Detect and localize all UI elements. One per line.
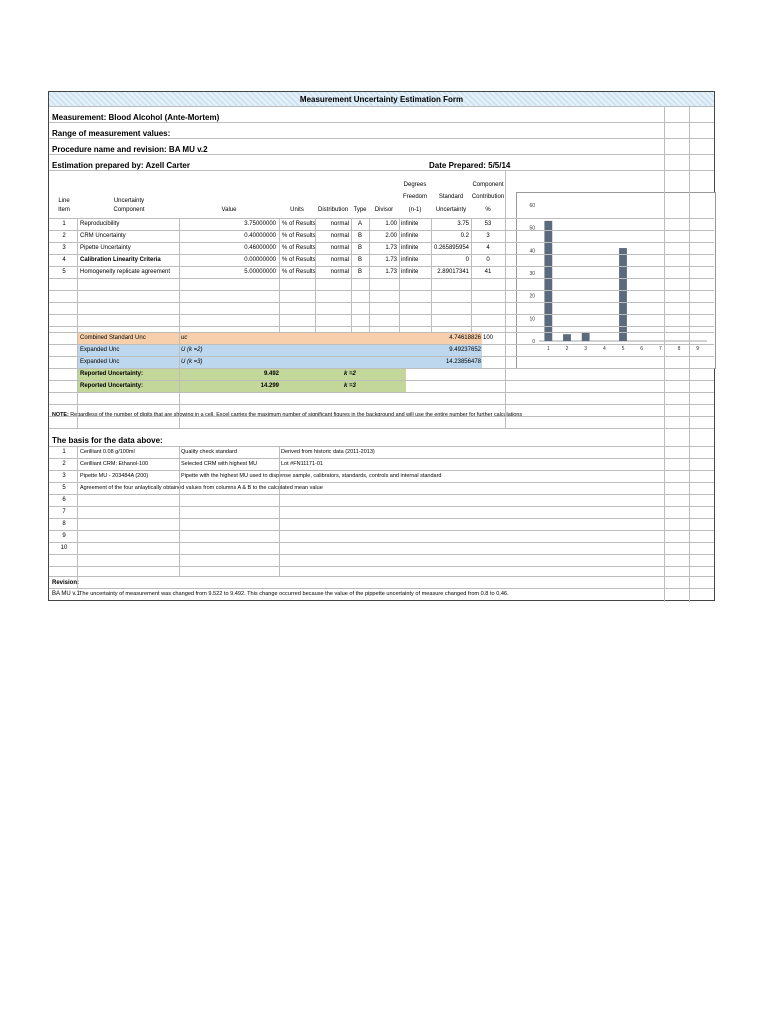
col-dof-1: Degrees — [403, 182, 427, 188]
row-2-value: 0.40000000 — [244, 233, 276, 239]
grid-row-line — [49, 554, 714, 555]
reported2-label: Reported Uncertainty: — [80, 383, 144, 389]
reported1-label: Reported Uncertainty: — [80, 371, 144, 377]
grid-row-line — [49, 154, 714, 155]
reported1-k: k =2 — [344, 371, 356, 377]
row-2-contrib: 3 — [486, 233, 490, 239]
row-1-line: 1 — [62, 221, 66, 227]
grid-row-line — [49, 122, 714, 123]
expanded2-symbol: U (k =3) — [181, 359, 203, 365]
row-3-component: Pipette Uncertainty — [80, 245, 131, 251]
bar-2 — [563, 334, 571, 341]
grid-row-line — [49, 332, 714, 333]
col-distribution: Distribution — [317, 207, 348, 213]
row-3-line: 3 — [62, 245, 66, 251]
grid-row-line — [49, 218, 714, 219]
grid-row-line — [49, 482, 714, 483]
row-1-std: 3.75 — [457, 221, 469, 227]
date-prepared: Date Prepared: 5/5/14 — [429, 161, 511, 170]
grid-row-line — [49, 368, 714, 369]
grid-row-line — [49, 588, 714, 589]
col-dof-2: Freedom — [402, 194, 427, 200]
grid-row-line — [49, 392, 714, 393]
expanded1-label: Expanded Unc — [80, 347, 120, 353]
grid-row-line — [49, 344, 714, 345]
expanded1-symbol: U (k =2) — [181, 347, 203, 353]
col-contrib-2: Contribution — [471, 194, 505, 200]
y-tick-label: 10 — [529, 316, 535, 323]
y-tick-label: 60 — [529, 203, 535, 209]
grid-row-line — [49, 428, 714, 429]
basis-5-n: 6 — [62, 497, 66, 503]
procedure-label: Procedure name and revision: BA MU v.2 — [52, 145, 208, 154]
col-value: Value — [221, 207, 237, 213]
contribution-chart-svg — [517, 193, 715, 368]
grid-row-line — [49, 356, 714, 357]
grid-row-line — [49, 404, 714, 405]
grid-row-line — [49, 416, 714, 417]
basis-2-c: Lot #FN11171-01 — [281, 461, 323, 467]
bar-3 — [582, 332, 590, 341]
reported2-value: 14.299 — [260, 383, 279, 389]
row-3-std: 0.265895954 — [433, 245, 469, 251]
basis-3-b: Pipette with the highest MU used to dispense sample, calibrators, standards, controls and internal standard — [181, 473, 442, 479]
grid-row-line — [49, 576, 714, 577]
revision-label: Revision: — [52, 580, 80, 586]
row-3-units: % of Results — [282, 245, 316, 251]
expanded1-value: 9.49237652 — [449, 347, 481, 353]
grid-row-line — [49, 278, 714, 279]
col-contrib-3: % — [485, 207, 491, 213]
grid-col-line — [77, 446, 78, 588]
col-contrib-1: Component — [472, 182, 504, 188]
note-text: Regardless of the number of digits that are showing in a cell, Excel carries the maximum number of significant figures in the background and will use the entire number for further calculations — [70, 412, 523, 418]
row-5-dof: infinite — [401, 269, 419, 275]
grid-row-line — [49, 380, 714, 381]
x-tick-label: 6 — [640, 346, 644, 352]
row-2-units: % of Results — [282, 233, 316, 239]
basis-4-a: Agreement of the four anlaytically obtained values from columns A & B to the calculated mean value — [80, 485, 323, 491]
bar-5 — [619, 248, 627, 341]
row-3-type: B — [357, 245, 362, 251]
combined-total: 100 — [482, 335, 493, 341]
grid-row-line — [49, 458, 714, 459]
grid-row-line — [49, 470, 714, 471]
row-2-type: B — [357, 233, 362, 239]
x-tick-label: 2 — [565, 346, 569, 352]
revision-text: The uncertainty of measurement was changed from 9.522 to 9.492. This change occurred because the value of the pippette uncertainty of measure changed from 0.8 to 0.46. — [79, 591, 509, 597]
x-tick-label: 1 — [546, 346, 550, 352]
grid-col-line — [369, 218, 370, 332]
row-5-contrib: 41 — [484, 269, 492, 275]
row-2-distribution: normal — [330, 233, 349, 239]
row-4-dof: infinite — [401, 257, 419, 263]
basis-2-b: Selected CRM with highest MU — [181, 461, 258, 467]
combined-symbol: uc — [181, 335, 188, 341]
row-5-component: Homogeneity replicate agreement — [80, 269, 171, 275]
grid-row-line — [49, 506, 714, 507]
basis-1-n: 1 — [62, 449, 66, 455]
row-1-dof: infinite — [401, 221, 419, 227]
grid-row-line — [49, 542, 714, 543]
y-tick-label: 0 — [532, 339, 535, 345]
basis-6-n: 7 — [62, 509, 66, 515]
row-1-value: 3.75000000 — [244, 221, 276, 227]
basis-3-a: Pipette MU - 203484A (200) — [80, 473, 149, 479]
grid-col-line — [399, 218, 400, 332]
basis-2-n: 2 — [62, 461, 66, 467]
grid-row-line — [49, 266, 714, 267]
grid-row-line — [49, 494, 714, 495]
row-2-std: 0.2 — [460, 233, 469, 239]
row-2-component: CRM Uncertainty — [80, 233, 126, 239]
note — [52, 411, 522, 419]
grid-col-line — [471, 218, 472, 332]
grid-row-line — [49, 530, 714, 531]
grid-col-line — [431, 218, 432, 332]
row-4-std: 0 — [465, 257, 469, 263]
grid-col-line — [279, 218, 280, 332]
grid-col-line — [77, 218, 78, 428]
x-tick-label: 4 — [602, 346, 606, 352]
row-5-divisor: 1.73 — [385, 269, 397, 275]
grid-col-line — [279, 446, 280, 576]
row-3-distribution: normal — [330, 245, 349, 251]
y-tick-label: 30 — [529, 271, 535, 277]
grid-row-line — [49, 138, 714, 139]
x-tick-label: 9 — [696, 346, 700, 352]
grid-col-line — [505, 170, 506, 428]
grid-col-line — [315, 218, 316, 332]
row-4-type: B — [357, 257, 362, 263]
row-2-dof: infinite — [401, 233, 419, 239]
col-line-1: Line — [58, 198, 70, 204]
reported1-value: 9.492 — [263, 371, 279, 377]
x-tick-label: 8 — [677, 346, 681, 352]
grid-row-line — [49, 326, 714, 327]
row-1-distribution: normal — [330, 221, 349, 227]
basis-8-n: 9 — [62, 533, 66, 539]
col-line-2: Item — [58, 207, 70, 213]
col-component-2: Component — [113, 207, 145, 213]
reported2-k: k =3 — [344, 383, 356, 389]
col-dof-3: (n-1) — [408, 207, 422, 213]
expanded2-value: 14.23856478 — [445, 359, 481, 365]
row-4-line: 4 — [62, 257, 66, 263]
prepared-by-label: Estimation prepared by: Azell Carter — [52, 161, 190, 170]
y-tick-label: 50 — [529, 225, 535, 232]
basis-9-n: 10 — [60, 545, 68, 551]
grid-col-line — [351, 218, 352, 332]
row-2-line: 2 — [62, 233, 66, 239]
basis-title: The basis for the data above: — [52, 436, 163, 445]
basis-1-a: Cerilliant 0.08 g/100ml — [80, 449, 135, 455]
grid-col-line — [664, 106, 665, 602]
basis-1-c: Derived from historic data (2011-2013) — [281, 449, 375, 455]
grid-row-line — [49, 290, 714, 291]
combined-label: Combined Standard Unc — [80, 335, 146, 341]
row-4-divisor: 1.73 — [385, 257, 397, 263]
col-type: Type — [353, 207, 367, 213]
row-4-units: % of Results — [282, 257, 316, 263]
row-3-dof: infinite — [401, 245, 419, 251]
bar-1 — [544, 221, 552, 341]
col-std-2: Uncertainty — [435, 207, 467, 213]
row-4-contrib: 0 — [486, 257, 490, 263]
note-prefix: NOTE: — [52, 412, 69, 418]
row-1-divisor: 1.00 — [385, 221, 397, 227]
grid-col-line — [179, 446, 180, 576]
x-tick-label: 7 — [658, 346, 662, 352]
row-1-contrib: 53 — [484, 221, 492, 227]
row-1-component: Reproducibility — [80, 221, 120, 227]
grid-row-line — [49, 230, 714, 231]
grid-row-line — [49, 302, 714, 303]
grid-row-line — [49, 446, 714, 447]
x-tick-label: 3 — [584, 346, 588, 352]
grid-row-line — [49, 170, 714, 171]
y-tick-label: 40 — [529, 248, 535, 255]
grid-row-line — [49, 518, 714, 519]
col-divisor: Divisor — [374, 207, 394, 213]
col-units: Units — [290, 207, 304, 213]
expanded2-label: Expanded Unc — [80, 359, 120, 365]
basis-4-n: 5 — [62, 485, 66, 491]
range-label: Range of measurement values: — [52, 129, 171, 138]
grid-col-line — [689, 106, 690, 602]
row-5-distribution: normal — [330, 269, 349, 275]
measurement-label: Measurement: Blood Alcohol (Ante-Mortem) — [52, 113, 220, 122]
col-std-1: Standard — [438, 194, 464, 200]
basis-2-a: Cerilliant CRM: Ethanol-100 — [80, 461, 149, 467]
basis-1-b: Quality check standard — [181, 449, 237, 455]
row-3-contrib: 4 — [486, 245, 490, 251]
row-5-units: % of Results — [282, 269, 316, 275]
grid-col-line — [179, 218, 180, 428]
y-tick-label: 20 — [529, 293, 535, 300]
row-5-value: 5.00000000 — [244, 269, 276, 275]
row-4-component: Calibration Linearity Criteria — [80, 257, 161, 263]
row-3-divisor: 1.73 — [385, 245, 397, 251]
x-tick-label: 5 — [621, 346, 625, 352]
row-1-type: A — [357, 221, 362, 227]
basis-3-n: 3 — [62, 473, 66, 479]
row-5-type: B — [357, 269, 362, 275]
grid-row-line — [49, 566, 714, 567]
row-4-value: 0.00000000 — [244, 257, 276, 263]
row-2-divisor: 2.00 — [385, 233, 397, 239]
spreadsheet — [48, 91, 715, 601]
grid-row-line — [49, 254, 714, 255]
row-5-line: 5 — [62, 269, 66, 275]
row-3-value: 0.46000000 — [244, 245, 276, 251]
grid-row-line — [49, 106, 714, 107]
combined-value: 4.74618826 — [449, 335, 481, 341]
grid-row-line — [49, 242, 714, 243]
row-1-units: % of Results — [282, 221, 316, 227]
row-5-std: 2.89017341 — [437, 269, 469, 275]
basis-7-n: 8 — [62, 521, 66, 527]
form-title: Measurement Uncertainty Estimation Form — [299, 95, 464, 104]
col-component-1: Uncertainty — [113, 198, 145, 204]
grid-row-line — [49, 314, 714, 315]
row-4-distribution: normal — [330, 257, 349, 263]
revision-version: BA MU v.1 — [52, 591, 80, 597]
